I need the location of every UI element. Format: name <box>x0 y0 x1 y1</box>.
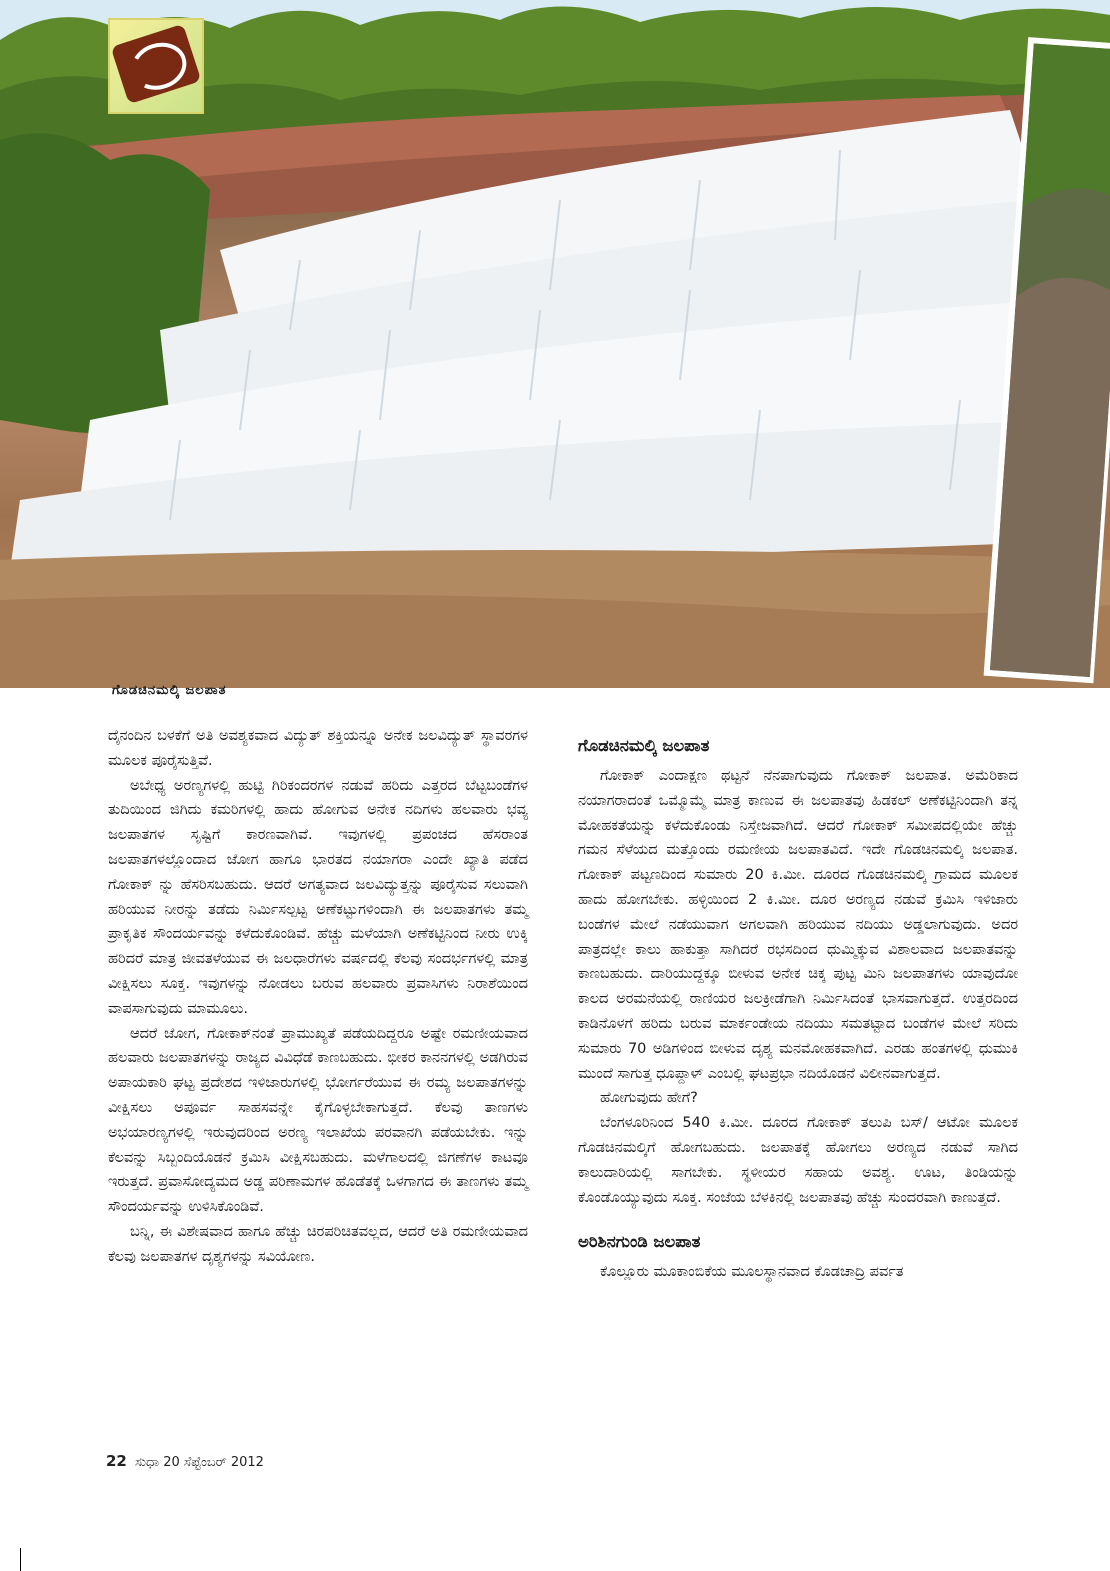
page-number: 22 <box>106 1452 127 1470</box>
right-column <box>578 732 1018 1285</box>
section-heading: ಅರಿಶಿನಗುಂಡಿ ಜಲಪಾತ <box>578 1232 701 1252</box>
photo-caption: ಗೊಡಚಿನಮಲ್ಕಿ ಜಲಪಾತ <box>112 683 227 698</box>
page-footer <box>106 1452 264 1470</box>
magazine-name: ಸುಧಾ <box>135 1455 160 1470</box>
paragraph: ಅಬೇಧ್ಯ ಅರಣ್ಯಗಳಲ್ಲಿ ಹುಟ್ಟಿ ಗಿರಿಕಂದರಗಳ ನಡುವೆ ಹರಿದು ಎತ್ತರದ ಬೆಟ್ಟಬಂಡೆಗಳ ತುದಿಯಿಂದ ಜಿಗಿದು ಕಮರಿಗಳಲ್ಲಿ ಹಾದು ಹೋಗುವ ಅನೇಕ ನದಿಗಳು ಹಲವಾರು ಭವ್ಯ ಜಲಪಾತಗಳ ಸೃಷ್ಟಿಗೆ ಕಾರಣವಾಗಿವೆ. ಇವುಗಳಲ್ಲಿ ಪ್ರಪಂಚದ ಹೆಸರಾಂತ ಜಲಪಾತಗಳಲ್ಲೊಂದಾದ ಜೋಗ ಹಾಗೂ ಭಾರತದ ನಯಾಗರಾ ಎಂದೇ ಖ್ಯಾತಿ ಪಡೆದ ಗೋಕಾಕ್ ನ್ನು ಹೆಸರಿಸಬಹುದು. ಆದರೆ ಅಗತ್ಯವಾದ ಜಲವಿದ್ಯುತ್ತನ್ನು ಪೂರೈಸುವ ಸಲುವಾಗಿ ಹರಿಯುವ ನೀರನ್ನು ತಡೆದು ನಿರ್ಮಿಸಲ್ಪಟ್ಟ ಅಣೆಕಟ್ಟುಗಳಿಂದಾಗಿ ಈ ಜಲಪಾತಗಳು ತಮ್ಮ ಪ್ರಾಕೃತಿಕ ಸೌಂದರ್ಯವನ್ನು ಕಳೆದುಕೊಂಡಿವೆ. ಹೆಚ್ಚು ಮಳೆಯಾಗಿ ಅಣೆಕಟ್ಟಿನಿಂದ ನೀರು ಉಕ್ಕಿ ಹರಿದರೆ ಮಾತ್ರ ಜೀವತಳೆಯುವ ಈ ಜಲಧಾರೆಗಳು ವರ್ಷದಲ್ಲಿ ಕೆಲವು ಸಂದರ್ಭಗಳಲ್ಲಿ ಮಾತ್ರ ವೀಕ್ಷಿಸಲು ಸೂಕ್ತ. ಇವುಗಳನ್ನು ನೋಡಲು ಬರುವ ಹಲವಾರು ಪ್ರವಾಸಿಗಳು ನಿರಾಶೆಯಿಂದ ವಾಪಸಾಗುವುದು ಮಾಮೂಲು. <box>108 777 528 1017</box>
paragraph: ಬನ್ನಿ, ಈ ವಿಶೇಷವಾದ ಹಾಗೂ ಹೆಚ್ಚು ಚಿರಪರಿಚಿತವಲ್ಲದ, ಆದರೆ ಅತಿ ರಮಣೀಯವಾದ ಕೆಲವು ಜಲಪಾತಗಳ ದೃಶ್ಯಗಳನ್ನು ಸವಿಯೋಣ. <box>108 1223 528 1265</box>
magazine-logo-icon <box>108 18 204 114</box>
waterfall-photo <box>0 0 1110 688</box>
section-heading: ಗೊಡಚಿನಮಲ್ಕಿ ಜಲಪಾತ <box>578 736 710 755</box>
subheading: ಹೋಗುವುದು ಹೇಗೆ? <box>600 1090 698 1107</box>
paragraph: ಬೆಂಗಳೂರಿನಿಂದ 540 ಕಿ.ಮೀ. ದೂರದ ಗೋಕಾಕ್ ತಲುಪಿ ಬಸ್/ ಆಟೋ ಮೂಲಕ ಗೊಡಚಿನಮಲ್ಕಿಗೆ ಹೋಗಬಹುದು. ಜಲಪಾತಕ್ಕೆ ಹೋಗಲು ಅರಣ್ಯದ ನಡುವೆ ಸಾಗಿದ ಕಾಲುದಾರಿಯಲ್ಲಿ ಸಾಗಬೇಕು. ಸ್ಥಳೀಯರ ಸಹಾಯ ಅವಶ್ಯ. ಊಟ, ತಿಂಡಿಯನ್ನು ಕೊಂಡೊಯ್ಯುವುದು ಸೂಕ್ತ. ಸಂಜೆಯ ಬೆಳಕಿನಲ್ಲಿ ಜಲಪಾತವು ಹೆಚ್ಚು ಸುಂದರವಾಗಿ ಕಾಣುತ್ತದೆ. <box>578 1115 1018 1206</box>
paragraph: ದೈನಂದಿನ ಬಳಕೆಗೆ ಅತಿ ಅವಶ್ಯಕವಾದ ವಿದ್ಯುತ್ ಶಕ್ತಿಯನ್ನೂ ಅನೇಕ ಜಲವಿದ್ಯುತ್ ಸ್ಥಾವರಗಳ ಮೂಲಕ ಪೂರೈಸುತ್ತಿವೆ. <box>108 728 528 769</box>
paragraph: ಆದರೆ ಜೋಗ, ಗೋಕಾಕ್‌ನಂತೆ ಪ್ರಾಮುಖ್ಯತೆ ಪಡೆಯದಿದ್ದರೂ ಅಷ್ಟೇ ರಮಣೀಯವಾದ ಹಲವಾರು ಜಲಪಾತಗಳನ್ನು ರಾಜ್ಯದ ವಿವಿಧೆಡೆ ಕಾಣಬಹುದು. ಭೀಕರ ಕಾನನಗಳಲ್ಲಿ ಅಡಗಿರುವ ಅಪಾಯಕಾರಿ ಘಟ್ಟ ಪ್ರದೇಶದ ಇಳಿಜಾರುಗಳಲ್ಲಿ ಭೋರ್ಗರೆಯುವ ಈ ರಮ್ಯ ಜಲಪಾತಗಳನ್ನು ವೀಕ್ಷಿಸಲು ಅಪೂರ್ವ ಸಾಹಸವನ್ನೇ ಕೈಗೊಳ್ಳಬೇಕಾಗುತ್ತದೆ. ಕೆಲವು ತಾಣಗಳು ಅಭಯಾರಣ್ಯಗಳಲ್ಲಿ ಇರುವುದರಿಂದ ಅರಣ್ಯ ಇಲಾಖೆಯ ಪರವಾನಗಿ ಪಡೆಯಬೇಕು. ಇನ್ನು ಕೆಲವನ್ನು ಸಿಬ್ಬಂದಿಯೊಡನೆ ಕ್ರಮಿಸಿ ವೀಕ್ಷಿಸಬಹುದು. ಮಳೆಗಾಲದಲ್ಲಿ ಜಿಗಣೆಗಳ ಕಾಟವೂ ಇರುತ್ತದೆ. ಪ್ರವಾಸೋದ್ಯಮದ ಅಡ್ಡ ಪರಿಣಾಮಗಳ ಹೊಡೆತಕ್ಕೆ ಒಳಗಾಗದ ಈ ತಾಣಗಳು ತಮ್ಮ ಸೌಂದರ್ಯವನ್ನು ಉಳಿಸಿಕೊಂಡಿವೆ. <box>108 1025 528 1216</box>
paragraph: ಕೊಲ್ಲೂರು ಮೂಕಾಂಬಿಕೆಯ ಮೂಲಸ್ಥಾನವಾದ ಕೊಡಚಾದ್ರಿ ಪರ್ವತ <box>600 1264 904 1281</box>
paragraph: ಗೋಕಾಕ್ ಎಂದಾಕ್ಷಣ ಥಟ್ಟನೆ ನೆನಪಾಗುವುದು ಗೋಕಾಕ್ ಜಲಪಾತ. ಅಮೆರಿಕಾದ ನಯಾಗರಾದಂತೆ ಒಮ್ಮೊಮ್ಮೆ ಮಾತ್ರ ಕಾಣುವ ಈ ಜಲಪಾತವು ಹಿಡಕಲ್ ಅಣೆಕಟ್ಟಿನಿಂದಾಗಿ ತನ್ನ ಮೋಹಕತೆಯನ್ನು ಕಳೆದುಕೊಂಡು ನಿಸ್ತೇಜವಾಗಿದೆ. ಆದರೆ ಗೋಕಾಕ್ ಸಮೀಪದಲ್ಲಿಯೇ ಹೆಚ್ಚು ಗಮನ ಸೆಳೆಯದ ಮತ್ತೊಂದು ರಮಣೀಯ ಜಲಪಾತವಿದೆ. ಇದೇ ಗೊಡಚಿನಮಲ್ಕಿ ಜಲಪಾತ. ಗೋಕಾಕ್ ಪಟ್ಟಣದಿಂದ ಸುಮಾರು 20 ಕಿ.ಮೀ. ದೂರದ ಗೊಡಚಿನಮಲ್ಕಿ ಗ್ರಾಮದ ಮೂಲಕ ಹಾದು ಹೋಗಬೇಕು. ಹಳ್ಳಿಯಿಂದ 2 ಕಿ.ಮೀ. ದೂರ ಅರಣ್ಯದ ನಡುವೆ ಕ್ರಮಿಸಿ ಇಳಿಜಾರು ಬಂಡೆಗಳ ಮೇಲೆ ನಡೆಯುವಾಗ ಅಗಲವಾಗಿ ಹರಿಯುವ ನದಿಯು ಅಡ್ಡಲಾಗುವುದು. ಅದರ ಪಾತ್ರದಲ್ಲೇ ಕಾಲು ಹಾಕುತ್ತಾ ಸಾಗಿದರೆ ರಭಸದಿಂದ ಧುಮ್ಮಿಕ್ಕುವ ವಿಶಾಲವಾದ ಜಲಪಾತವನ್ನು ಕಾಣಬಹುದು. ದಾರಿಯುದ್ದಕ್ಕೂ ಬೀಳುವ ಅನೇಕ ಚಿಕ್ಕ ಪುಟ್ಟ ಮಿನಿ ಜಲಪಾತಗಳು ಯಾವುದೋ ಕಾಲದ ಅರಮನೆಯಲ್ಲಿ ರಾಣಿಯರ ಜಲಕ್ರೀಡೆಗಾಗಿ ನಿರ್ಮಿಸಿದಂತೆ ಭಾಸವಾಗುತ್ತದೆ. ಉತ್ತರದಿಂದ ಕಾಡಿನೊಳಗೆ ಹರಿದು ಬರುವ ಮಾರ್ಕಂಡೇಯ ನದಿಯು ಸಮತಟ್ಟಾದ ಬಂಡೆಗಳ ಮೇಲೆ ಸರಿದು ಸುಮಾರು 70 ಅಡಿಗಳಿಂದ ಬೀಳುವ ದೃಶ್ಯ ಮನಮೋಹಕವಾಗಿದೆ. ಎರಡು ಹಂತಗಳಲ್ಲಿ ಧುಮುಕಿ ಮುಂದೆ ಸಾಗುತ್ತ ಧೂಪ್ದಾಳ್ ಎಂಬಲ್ಲಿ ಘಟಪ್ರಭಾ ನದಿಯೊಡನೆ ವಿಲೀನವಾಗುತ್ತದೆ. <box>578 768 1018 1082</box>
left-column <box>108 724 528 1270</box>
crop-mark <box>0 1548 21 1571</box>
issue-date: 20 ಸೆಪ್ಟೆಂಬರ್ 2012 <box>163 1455 264 1470</box>
